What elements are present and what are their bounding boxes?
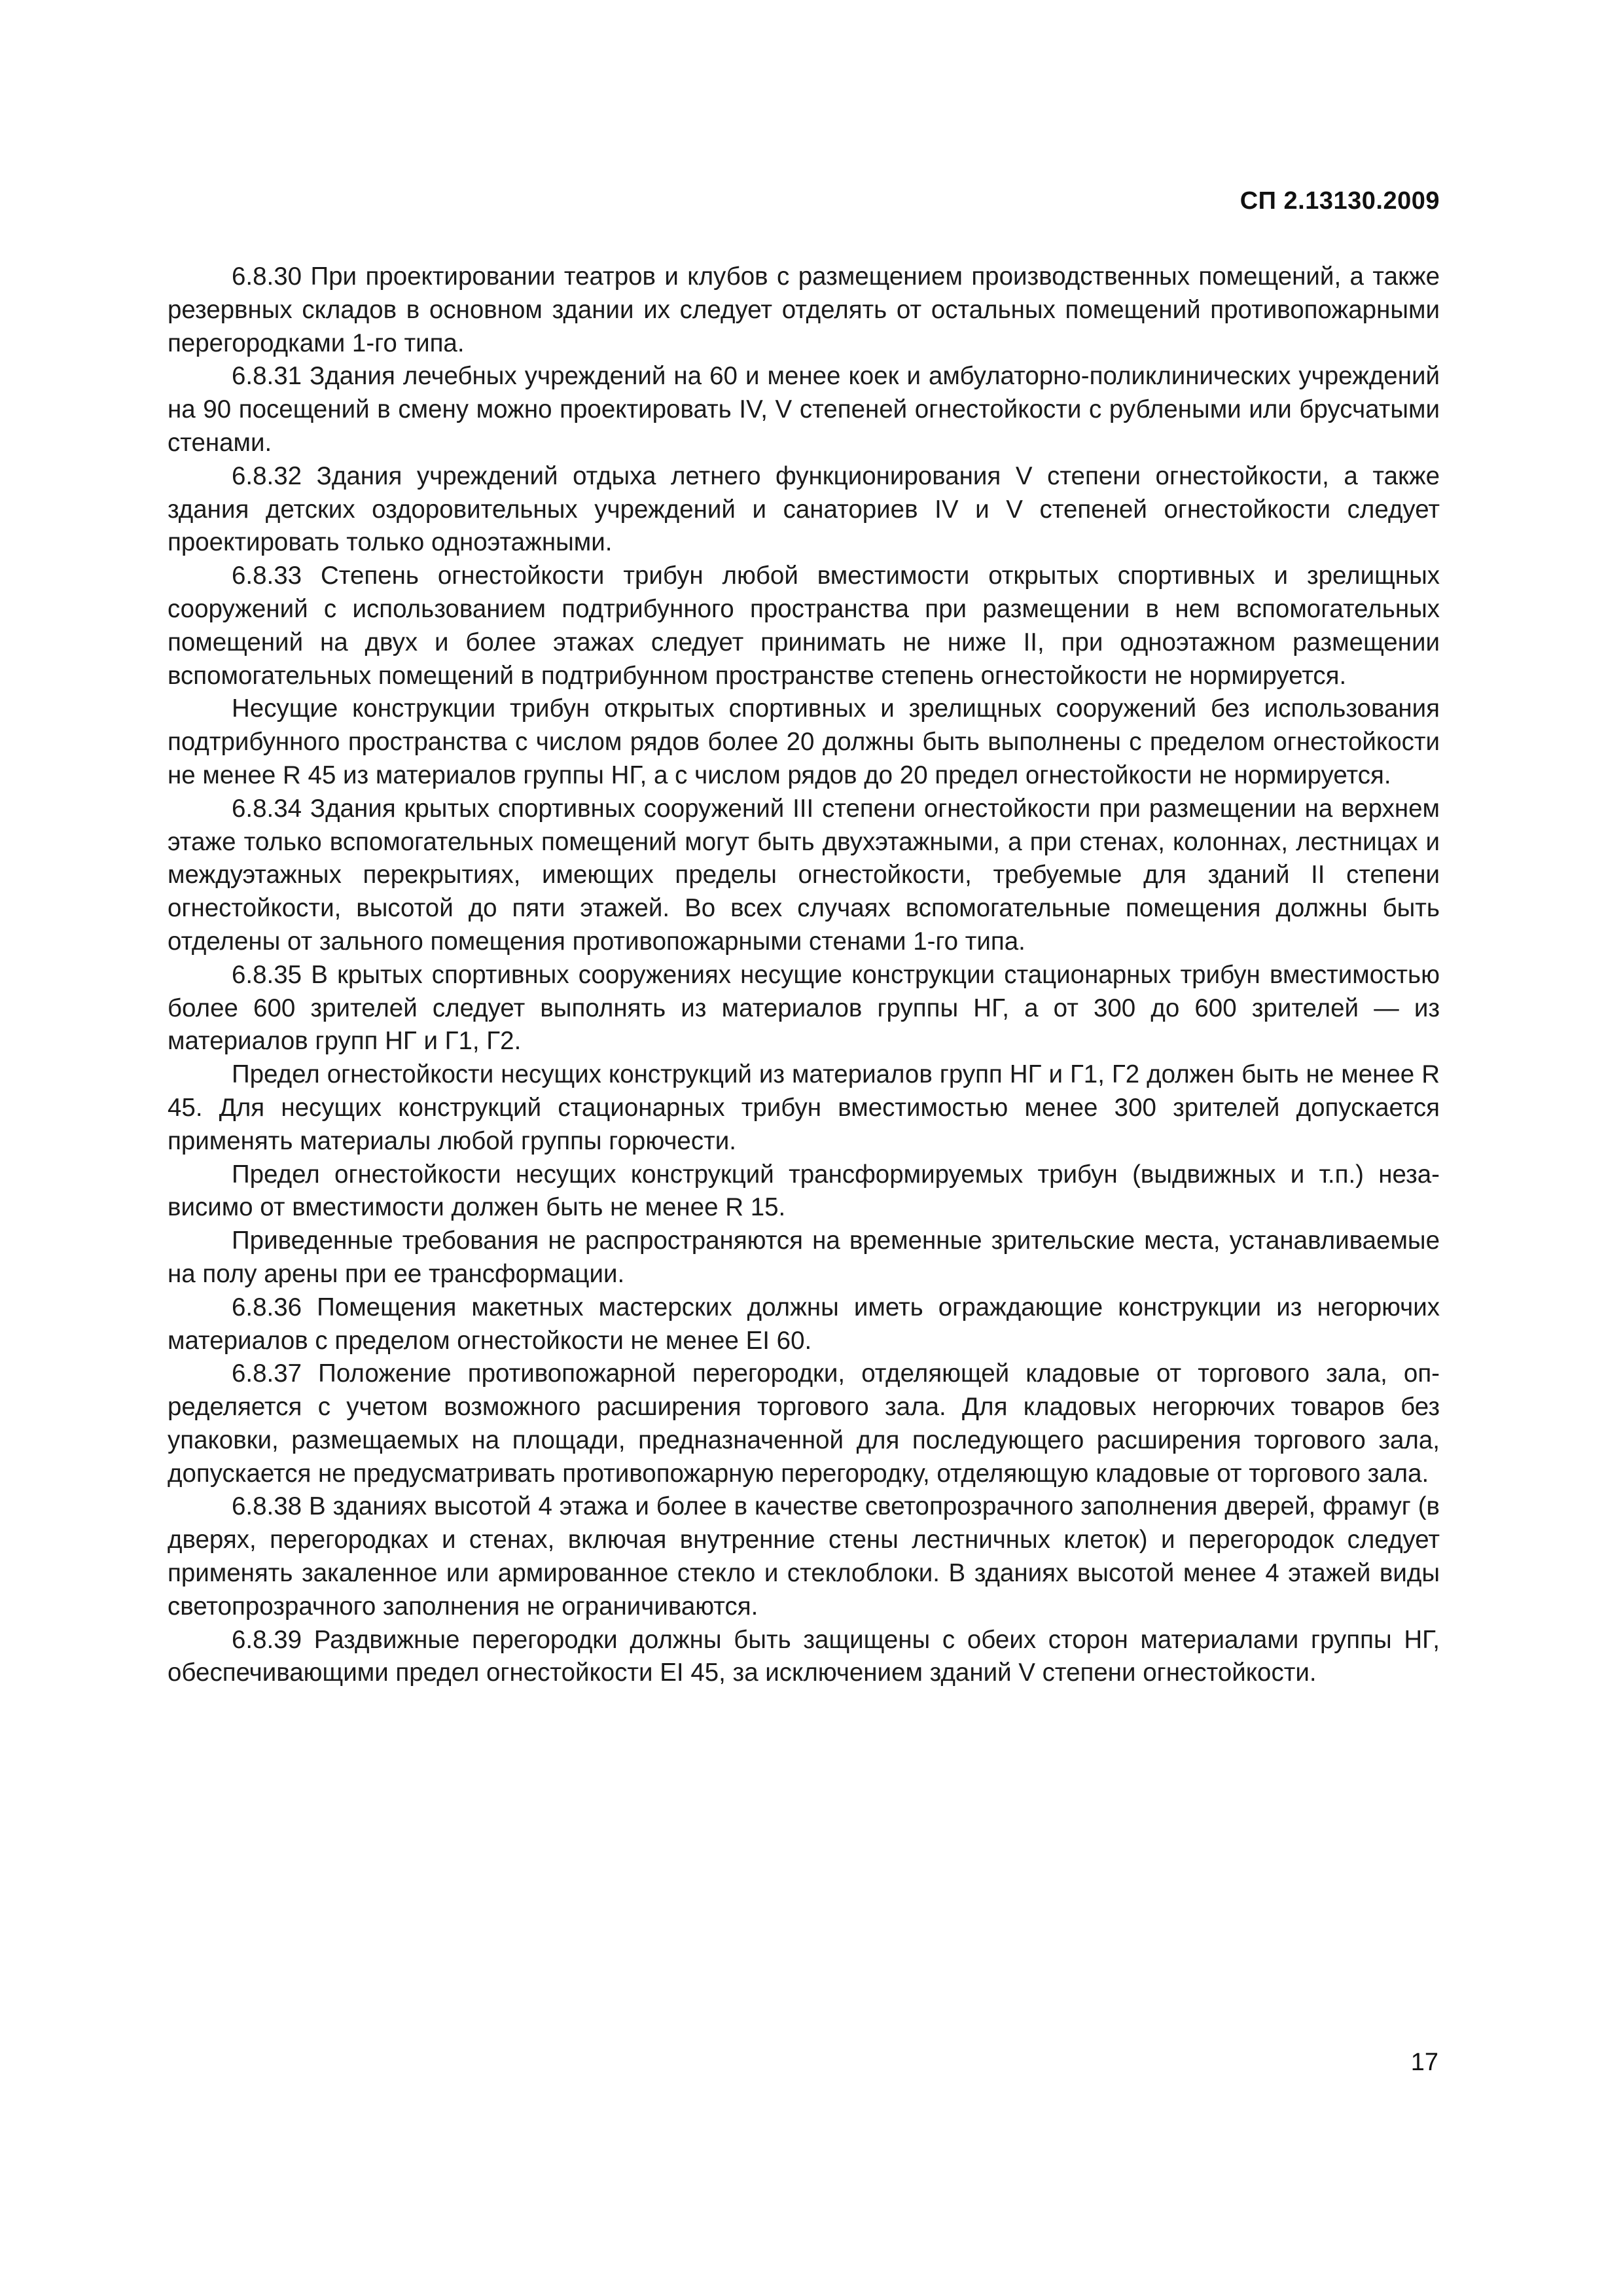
body-text: [168, 260, 1440, 1690]
paragraph-6-8-39: 6.8.39 Раздвижные перегородки должны быть защищены с обеих сторон материалами группы НГ, обеспечивающими предел огнестойкости EI 45, за исключением зданий V степени огнестойкости.: [168, 1625, 1440, 1687]
paragraph-6-8-37: 6.8.37 Положение противопожарной перегородки, отделяющей кладовые от торгового зала, определяется с учетом возможного расширения торгового зала. Для кладовых негорючих товаров без упаковки, размещаемых на площади, предназначенной для последующего расширения торгового зала, допускается не предусматривать противопожарную перегородку, отделяющую кладовые от торгового зала.: [168, 1359, 1440, 1488]
paragraph-6-8-38: 6.8.38 В зданиях высотой 4 этажа и более в качестве светопрозрачного заполнения дверей, фрамуг (в дверях, перегородках и стенах, включая внутренние стены лестничных клеток) и перегородок следует применять закаленное или армированное стекло и стеклоблоки. В зданиях высотой менее 4 этажей виды светопрозрачного заполнения не ограничиваются.: [168, 1492, 1440, 1621]
paragraph-6-8-35-temporary-seats: Приведенные требования не распространяются на временные зрительские места, устанавливаемые на полу арены при ее трансформации.: [168, 1227, 1440, 1288]
paragraph-6-8-34: 6.8.34 Здания крытых спортивных сооружений III степени огнестойкости при размещении на верхнем этаже только вспомогательных помещений могут быть двухэтажными, а при стенах, колоннах, лестницах и междуэтажных перекрытиях, имеющих пределы огнестойкости, требуемые для зданий II степени огнестойкости, высотой до пяти этажей. Во всех случаях вспомогательные помещения должны быть отделены от зального помещения противопожарными стенами 1-го типа.: [168, 794, 1440, 956]
document-code-header: СП 2.13130.2009: [1240, 187, 1440, 215]
paragraph-6-8-35-transformable: Предел огнестойкости несущих конструкций трансформируемых трибун (выдвижных и т.п.) независимо от вместимости должен быть не менее R 15.: [168, 1160, 1440, 1222]
paragraph-6-8-32: 6.8.32 Здания учреждений отдыха летнего функционирования V степени огнестойкости, а также здания детских оздоровительных учреждений и санаториев IV и V степеней огнестойкости следует проектировать только одноэтажными.: [168, 461, 1440, 557]
page-number: 17: [1410, 2049, 1438, 2076]
paragraph-6-8-33: 6.8.33 Степень огнестойкости трибун любой вместимости открытых спортивных и зрелищных сооружений с использованием подтрибунного пространства при размещении в нем вспомогательных помещений на двух и более этажах следует принимать не ниже II, при одноэтажном размещении вспомогательных помещений в подтрибунном пространстве степень огнестойкости не нормируется.: [168, 562, 1440, 690]
paragraph-6-8-31: 6.8.31 Здания лечебных учреждений на 60 и менее коек и амбулаторно-поликлинических учреждений на 90 посещений в смену можно проектировать IV, V степеней огнестойкости с рублеными или брусчатыми стенами.: [168, 362, 1440, 457]
paragraph-6-8-33-load-bearing: Несущие конструкции трибун открытых спортивных и зрелищных сооружений без использования подтрибунного пространства с числом рядов более 20 должны быть выполнены с пределом огнестойкости не менее R 45 из материалов группы НГ, а с числом рядов до 20 предел огнестойкости не нормируется.: [168, 694, 1440, 789]
paragraph-6-8-35-fire-limit: Предел огнестойкости несущих конструкций из материалов групп НГ и Г1, Г2 должен быть не менее R 45. Для несущих конструкций стационарных трибун вместимостью менее 300 зрителей допускается применять материалы любой группы горючести.: [168, 1060, 1440, 1155]
paragraph-6-8-36: 6.8.36 Помещения макетных мастерских должны иметь ограждающие конструкции из негорючих материалов с пределом огнестойкости не менее EI 60.: [168, 1293, 1440, 1355]
paragraph-6-8-35: 6.8.35 В крытых спортивных сооружениях несущие конструкции стационарных трибун вместимостью более 600 зрителей следует выполнять из материалов группы НГ, а от 300 до 600 зрителей — из материалов групп НГ и Г1, Г2.: [168, 960, 1440, 1056]
paragraph-6-8-30: 6.8.30 При проектировании театров и клубов с размещением производственных помещений, а также резервных складов в основном здании их следует отделять от остальных помещений противопожарными перегородками 1-го типа.: [168, 262, 1440, 357]
